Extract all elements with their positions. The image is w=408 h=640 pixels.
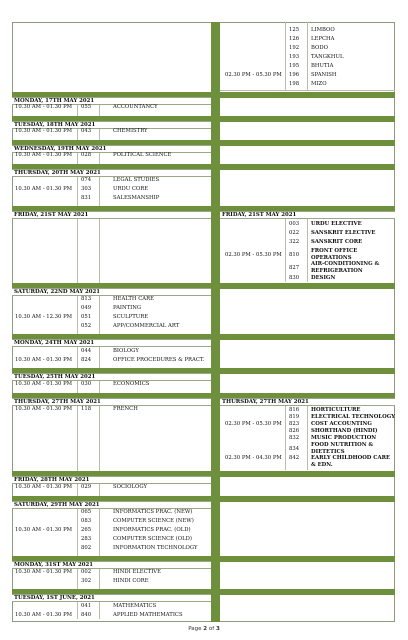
left-code-divider bbox=[99, 99, 100, 619]
day-header bbox=[12, 339, 211, 347]
right-time-divider bbox=[285, 406, 286, 470]
subject-cell: FRONT OFFICE OPERATIONS bbox=[311, 248, 358, 261]
time-cell: 10.30 AM - 01.30 PM bbox=[15, 527, 73, 533]
subject-cell: SANSKRIT CORE bbox=[311, 239, 363, 245]
code-cell: 029 bbox=[81, 484, 92, 490]
subject-cell: HORTICULTURE bbox=[311, 407, 361, 413]
time-cell: 10.30 AM - 01.30 PM bbox=[15, 128, 73, 134]
code-cell: 830 bbox=[289, 275, 300, 281]
subject-cell: OFFICE PROCEDURES & PRACT. bbox=[113, 357, 205, 363]
day-label: THURSDAY, 20TH MAY 2021 bbox=[14, 170, 101, 176]
subject-cell: SPANISH bbox=[311, 72, 337, 78]
subject-cell: INFORMATION TECHNOLOGY bbox=[113, 545, 198, 551]
code-cell: 052 bbox=[81, 323, 92, 329]
code-cell: 302 bbox=[81, 578, 92, 584]
code-cell: 823 bbox=[289, 421, 300, 427]
code-cell: 198 bbox=[289, 81, 300, 87]
subject-cell: ECONOMICS bbox=[113, 381, 150, 387]
code-cell: 022 bbox=[289, 230, 300, 236]
code-cell: 043 bbox=[81, 128, 92, 134]
subject-cell: FRENCH bbox=[113, 406, 138, 412]
code-cell: 196 bbox=[289, 72, 300, 78]
right-code-divider bbox=[307, 22, 308, 90]
subject-cell: AIR-CONDITIONING & REFRIGERATION bbox=[311, 261, 380, 274]
subject-cell: BIOLOGY bbox=[113, 348, 139, 354]
code-cell: 192 bbox=[289, 45, 300, 51]
subject-cell: HEALTH CARE bbox=[113, 296, 154, 302]
day-label: TUESDAY, 18TH MAY 2021 bbox=[14, 122, 96, 128]
day-header-right bbox=[220, 211, 395, 219]
time-cell: 10.30 AM - 12.30 PM bbox=[15, 314, 73, 320]
day-label: FRIDAY, 21ST MAY 2021 bbox=[222, 212, 297, 218]
code-cell: 193 bbox=[289, 54, 300, 60]
code-cell: 816 bbox=[289, 407, 300, 413]
day-header bbox=[12, 211, 211, 219]
datesheet-table bbox=[12, 22, 395, 622]
code-cell: 322 bbox=[289, 239, 300, 245]
code-cell: 065 bbox=[81, 509, 92, 515]
subject-cell: EARLY CHILDHOOD CARE & EDN. bbox=[311, 455, 391, 468]
day-label: FRIDAY, 21ST MAY 2021 bbox=[14, 212, 89, 218]
code-cell: 813 bbox=[81, 296, 92, 302]
code-cell: 125 bbox=[289, 27, 300, 33]
code-cell: 195 bbox=[289, 63, 300, 69]
code-cell: 832 bbox=[289, 435, 300, 441]
subject-cell: INFORMATICS PRAC. (OLD) bbox=[113, 527, 191, 533]
subject-cell: MATHEMATICS bbox=[113, 603, 157, 609]
day-label: TUESDAY, 1ST JUNE, 2021 bbox=[14, 595, 95, 601]
subject-cell: CHEMISTRY bbox=[113, 128, 148, 134]
code-cell: 030 bbox=[81, 381, 92, 387]
time-cell: 10.30 AM - 01.30 PM bbox=[15, 357, 73, 363]
code-cell: 083 bbox=[81, 518, 92, 524]
code-cell: 840 bbox=[81, 612, 92, 618]
code-cell: 055 bbox=[81, 104, 92, 110]
code-cell: 126 bbox=[289, 36, 300, 42]
time-cell: 10.30 AM - 01.30 PM bbox=[15, 484, 73, 490]
subject-cell: LIMBOO bbox=[311, 27, 335, 33]
code-cell: 826 bbox=[289, 428, 300, 434]
day-header bbox=[12, 169, 211, 177]
right-code-divider bbox=[307, 219, 308, 282]
subject-cell: SOCIOLOGY bbox=[113, 484, 147, 490]
subject-cell: APPLIED MATHEMATICS bbox=[113, 612, 183, 618]
row-line bbox=[220, 90, 395, 91]
code-cell: 842 bbox=[289, 455, 300, 461]
subject-cell: INFORMATICS PRAC. (NEW) bbox=[113, 509, 193, 515]
code-cell: 283 bbox=[81, 536, 92, 542]
subject-cell: BHUTIA bbox=[311, 63, 334, 69]
right-time-divider bbox=[285, 219, 286, 282]
code-cell: 834 bbox=[289, 446, 300, 452]
day-label: MONDAY, 24TH MAY 2021 bbox=[14, 340, 95, 346]
day-label: WEDNESDAY, 19TH MAY 2021 bbox=[14, 146, 107, 152]
subject-cell: SCULPTURE bbox=[113, 314, 149, 320]
day-label: TUESDAY, 25TH MAY 2021 bbox=[14, 374, 96, 380]
code-cell: 049 bbox=[81, 305, 92, 311]
center-separator bbox=[211, 22, 220, 622]
time-cell: 02.30 PM - 04.30 PM bbox=[225, 455, 282, 461]
subject-cell: APP/COMMERCIAL ART bbox=[113, 323, 180, 329]
subject-cell: MUSIC PRODUCTION bbox=[311, 435, 377, 441]
code-cell: 051 bbox=[81, 314, 92, 320]
day-label: MONDAY, 31ST MAY 2021 bbox=[14, 562, 93, 568]
code-cell: 831 bbox=[81, 195, 92, 201]
page-number: 2 bbox=[203, 626, 208, 632]
day-header bbox=[12, 594, 211, 602]
code-cell: 003 bbox=[289, 221, 300, 227]
day-header bbox=[12, 561, 211, 569]
subject-cell: SALESMANSHIP bbox=[113, 195, 160, 201]
day-header bbox=[12, 288, 211, 296]
page-total: 3 bbox=[215, 626, 220, 632]
subject-cell: BODO bbox=[311, 45, 328, 51]
time-cell: 10.30 AM - 01.30 PM bbox=[15, 152, 73, 158]
day-label: SATURDAY, 22ND MAY 2021 bbox=[14, 289, 101, 295]
code-cell: 118 bbox=[81, 406, 92, 412]
code-cell: 074 bbox=[81, 177, 92, 183]
time-cell: 10.30 AM - 01.30 PM bbox=[15, 612, 73, 618]
subject-cell: DESIGN bbox=[311, 275, 336, 281]
subject-cell: PAINTING bbox=[113, 305, 142, 311]
code-cell: 303 bbox=[81, 186, 92, 192]
subject-cell: COST ACCOUNTING bbox=[311, 421, 372, 427]
subject-cell: FOOD NUTRITION & DIETETICS bbox=[311, 442, 374, 455]
day-header bbox=[12, 398, 211, 406]
code-cell: 044 bbox=[81, 348, 92, 354]
subject-cell: COMPUTER SCIENCE (OLD) bbox=[113, 536, 192, 542]
day-header bbox=[12, 501, 211, 509]
subject-cell: MIZO bbox=[311, 81, 327, 87]
subject-cell: SANSKRIT ELECTIVE bbox=[311, 230, 376, 236]
day-label: FRIDAY, 28TH MAY 2021 bbox=[14, 477, 90, 483]
time-cell: 02.30 PM - 05.30 PM bbox=[225, 72, 282, 78]
time-cell: 10.30 AM - 01.30 PM bbox=[15, 569, 73, 575]
subject-cell: SHORTHAND (HINDI) bbox=[311, 428, 378, 434]
day-header bbox=[12, 476, 211, 484]
subject-cell: POLITICAL SCIENCE bbox=[113, 152, 172, 158]
code-cell: 002 bbox=[81, 569, 92, 575]
time-cell: 10.30 AM - 01.30 PM bbox=[15, 406, 73, 412]
page-prefix: Page bbox=[188, 626, 204, 632]
time-cell: 10.30 AM - 01.30 PM bbox=[15, 381, 73, 387]
subject-cell: URDU ELECTIVE bbox=[311, 221, 362, 227]
code-cell: 802 bbox=[81, 545, 92, 551]
code-cell: 827 bbox=[289, 265, 300, 271]
page-of: of bbox=[207, 626, 216, 632]
code-cell: 819 bbox=[289, 414, 300, 420]
day-label: THURSDAY, 27TH MAY 2021 bbox=[14, 399, 101, 405]
subject-cell: LEGAL STUDIES bbox=[113, 177, 160, 183]
page-footer bbox=[0, 626, 408, 632]
code-cell: 028 bbox=[81, 152, 92, 158]
subject-cell: TANGKHUL bbox=[311, 54, 344, 60]
time-cell: 10.30 AM - 01.30 PM bbox=[15, 186, 73, 192]
code-cell: 810 bbox=[289, 252, 300, 258]
subject-cell: COMPUTER SCIENCE (NEW) bbox=[113, 518, 194, 524]
day-label: MONDAY, 17TH MAY 2021 bbox=[14, 98, 95, 104]
time-cell: 02.30 PM - 05.30 PM bbox=[225, 421, 282, 427]
code-cell: 041 bbox=[81, 603, 92, 609]
subject-cell: ACCOUNTANCY bbox=[113, 104, 158, 110]
code-cell: 824 bbox=[81, 357, 92, 363]
time-cell: 10.30 AM - 01.30 PM bbox=[15, 104, 73, 110]
day-header-right bbox=[220, 398, 395, 406]
subject-cell: URDU CORE bbox=[113, 186, 149, 192]
subject-cell: HINDI CORE bbox=[113, 578, 149, 584]
right-time-divider bbox=[285, 22, 286, 90]
subject-cell: LEPCHA bbox=[311, 36, 335, 42]
right-code-divider bbox=[307, 406, 308, 470]
left-time-divider bbox=[77, 99, 78, 619]
subject-cell: ELECTRICAL TECHNOLOGY bbox=[311, 414, 396, 420]
day-header bbox=[12, 373, 211, 381]
day-label: THURSDAY, 27TH MAY 2021 bbox=[222, 399, 309, 405]
day-label: SATURDAY, 29TH MAY 2021 bbox=[14, 502, 100, 508]
code-cell: 265 bbox=[81, 527, 92, 533]
time-cell: 02.30 PM - 05.30 PM bbox=[225, 252, 282, 258]
subject-cell: HINDI ELECTIVE bbox=[113, 569, 161, 575]
